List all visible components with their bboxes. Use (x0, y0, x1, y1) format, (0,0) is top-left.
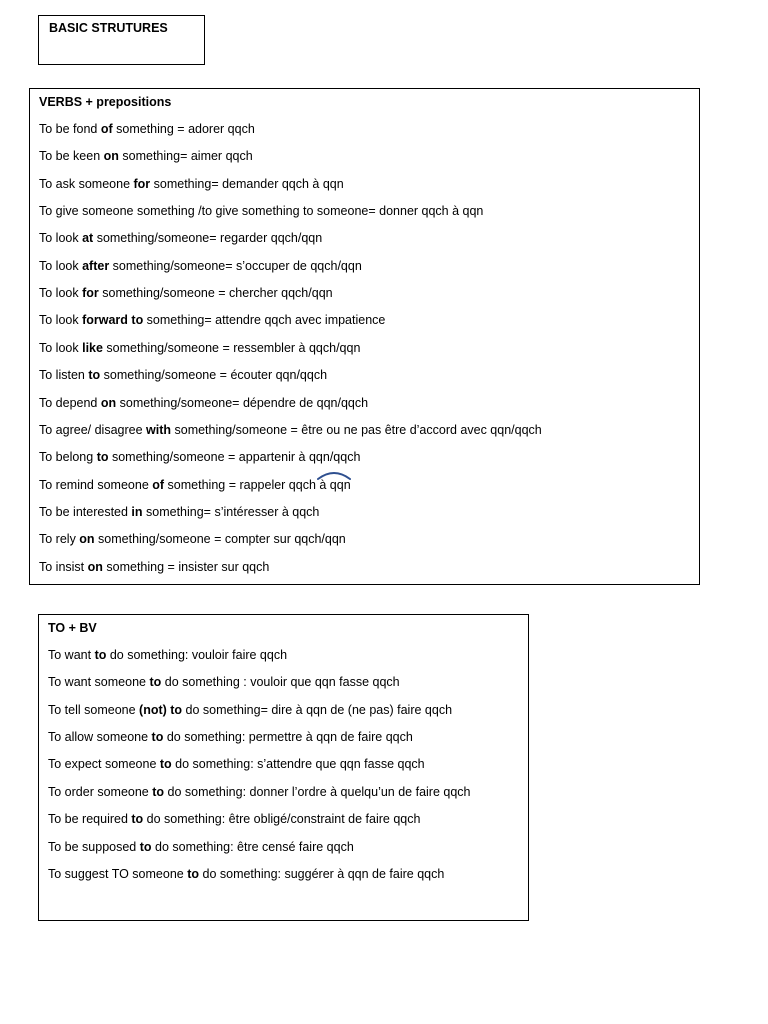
to-bv-section-title: TO + BV (48, 621, 97, 635)
to-bv-line: To be supposed to do something: être censé faire qqch (48, 840, 354, 854)
verbs-section-title: VERBS + prepositions (39, 95, 172, 109)
verb-line: To look after something/someone= s’occuper de qqch/qqn (39, 259, 362, 273)
to-bv-line: To order someone to do something: donner l’ordre à quelqu’un de faire qqch (48, 785, 471, 799)
verb-line: To listen to something/someone = écouter qqn/qqch (39, 368, 328, 382)
verb-line: To be interested in something= s’intéresser à qqch (39, 505, 320, 519)
verb-line: To rely on something/someone = compter sur qqch/qqn (39, 532, 346, 546)
title-box (38, 15, 205, 65)
to-bv-box (38, 614, 529, 921)
arc-annotation-path (318, 473, 350, 479)
verb-line: To depend on something/someone= dépendre de qqn/qqch (39, 396, 369, 410)
verb-line: To look forward to something= attendre qqch avec impatience (39, 313, 386, 327)
verbs-prepositions-box (29, 88, 700, 585)
to-bv-line: To suggest TO someone to do something: suggérer à qqn de faire qqch (48, 867, 445, 881)
to-bv-line: To want someone to do something : vouloir que qqn fasse qqch (48, 675, 400, 689)
verb-line: To be fond of something = adorer qqch (39, 122, 255, 136)
verb-line: To look at something/someone= regarder qqch/qqn (39, 231, 323, 245)
to-bv-line: To expect someone to do something: s’attendre que qqn fasse qqch (48, 757, 425, 771)
page-title: BASIC STRUTURES (49, 21, 168, 35)
to-bv-line: To be required to do something: être obligé/constraint de faire qqch (48, 812, 421, 826)
verb-line: To look for something/someone = chercher qqch/qqn (39, 286, 333, 300)
verb-line: To remind someone of something = rappeler qqch à qqn (39, 478, 351, 492)
verb-line: To give someone something /to give something to someone= donner qqch à qqn (39, 204, 484, 218)
to-bv-line: To want to do something: vouloir faire qqch (48, 648, 288, 662)
verb-line: To ask someone for something= demander qqch à qqn (39, 177, 344, 191)
to-bv-line: To allow someone to do something: permettre à qqn de faire qqch (48, 730, 413, 744)
verb-line: To belong to something/someone = appartenir à qqn/qqch (39, 450, 361, 464)
arc-annotation-mark (316, 470, 352, 480)
verb-line: To agree/ disagree with something/someone = être ou ne pas être d’accord avec qqn/qqch (39, 423, 542, 437)
verb-line: To be keen on something= aimer qqch (39, 149, 253, 163)
verb-line: To insist on something = insister sur qqch (39, 560, 270, 574)
verb-line: To look like something/someone = ressembler à qqch/qqn (39, 341, 361, 355)
to-bv-line: To tell someone (not) to do something= dire à qqn de (ne pas) faire qqch (48, 703, 453, 717)
